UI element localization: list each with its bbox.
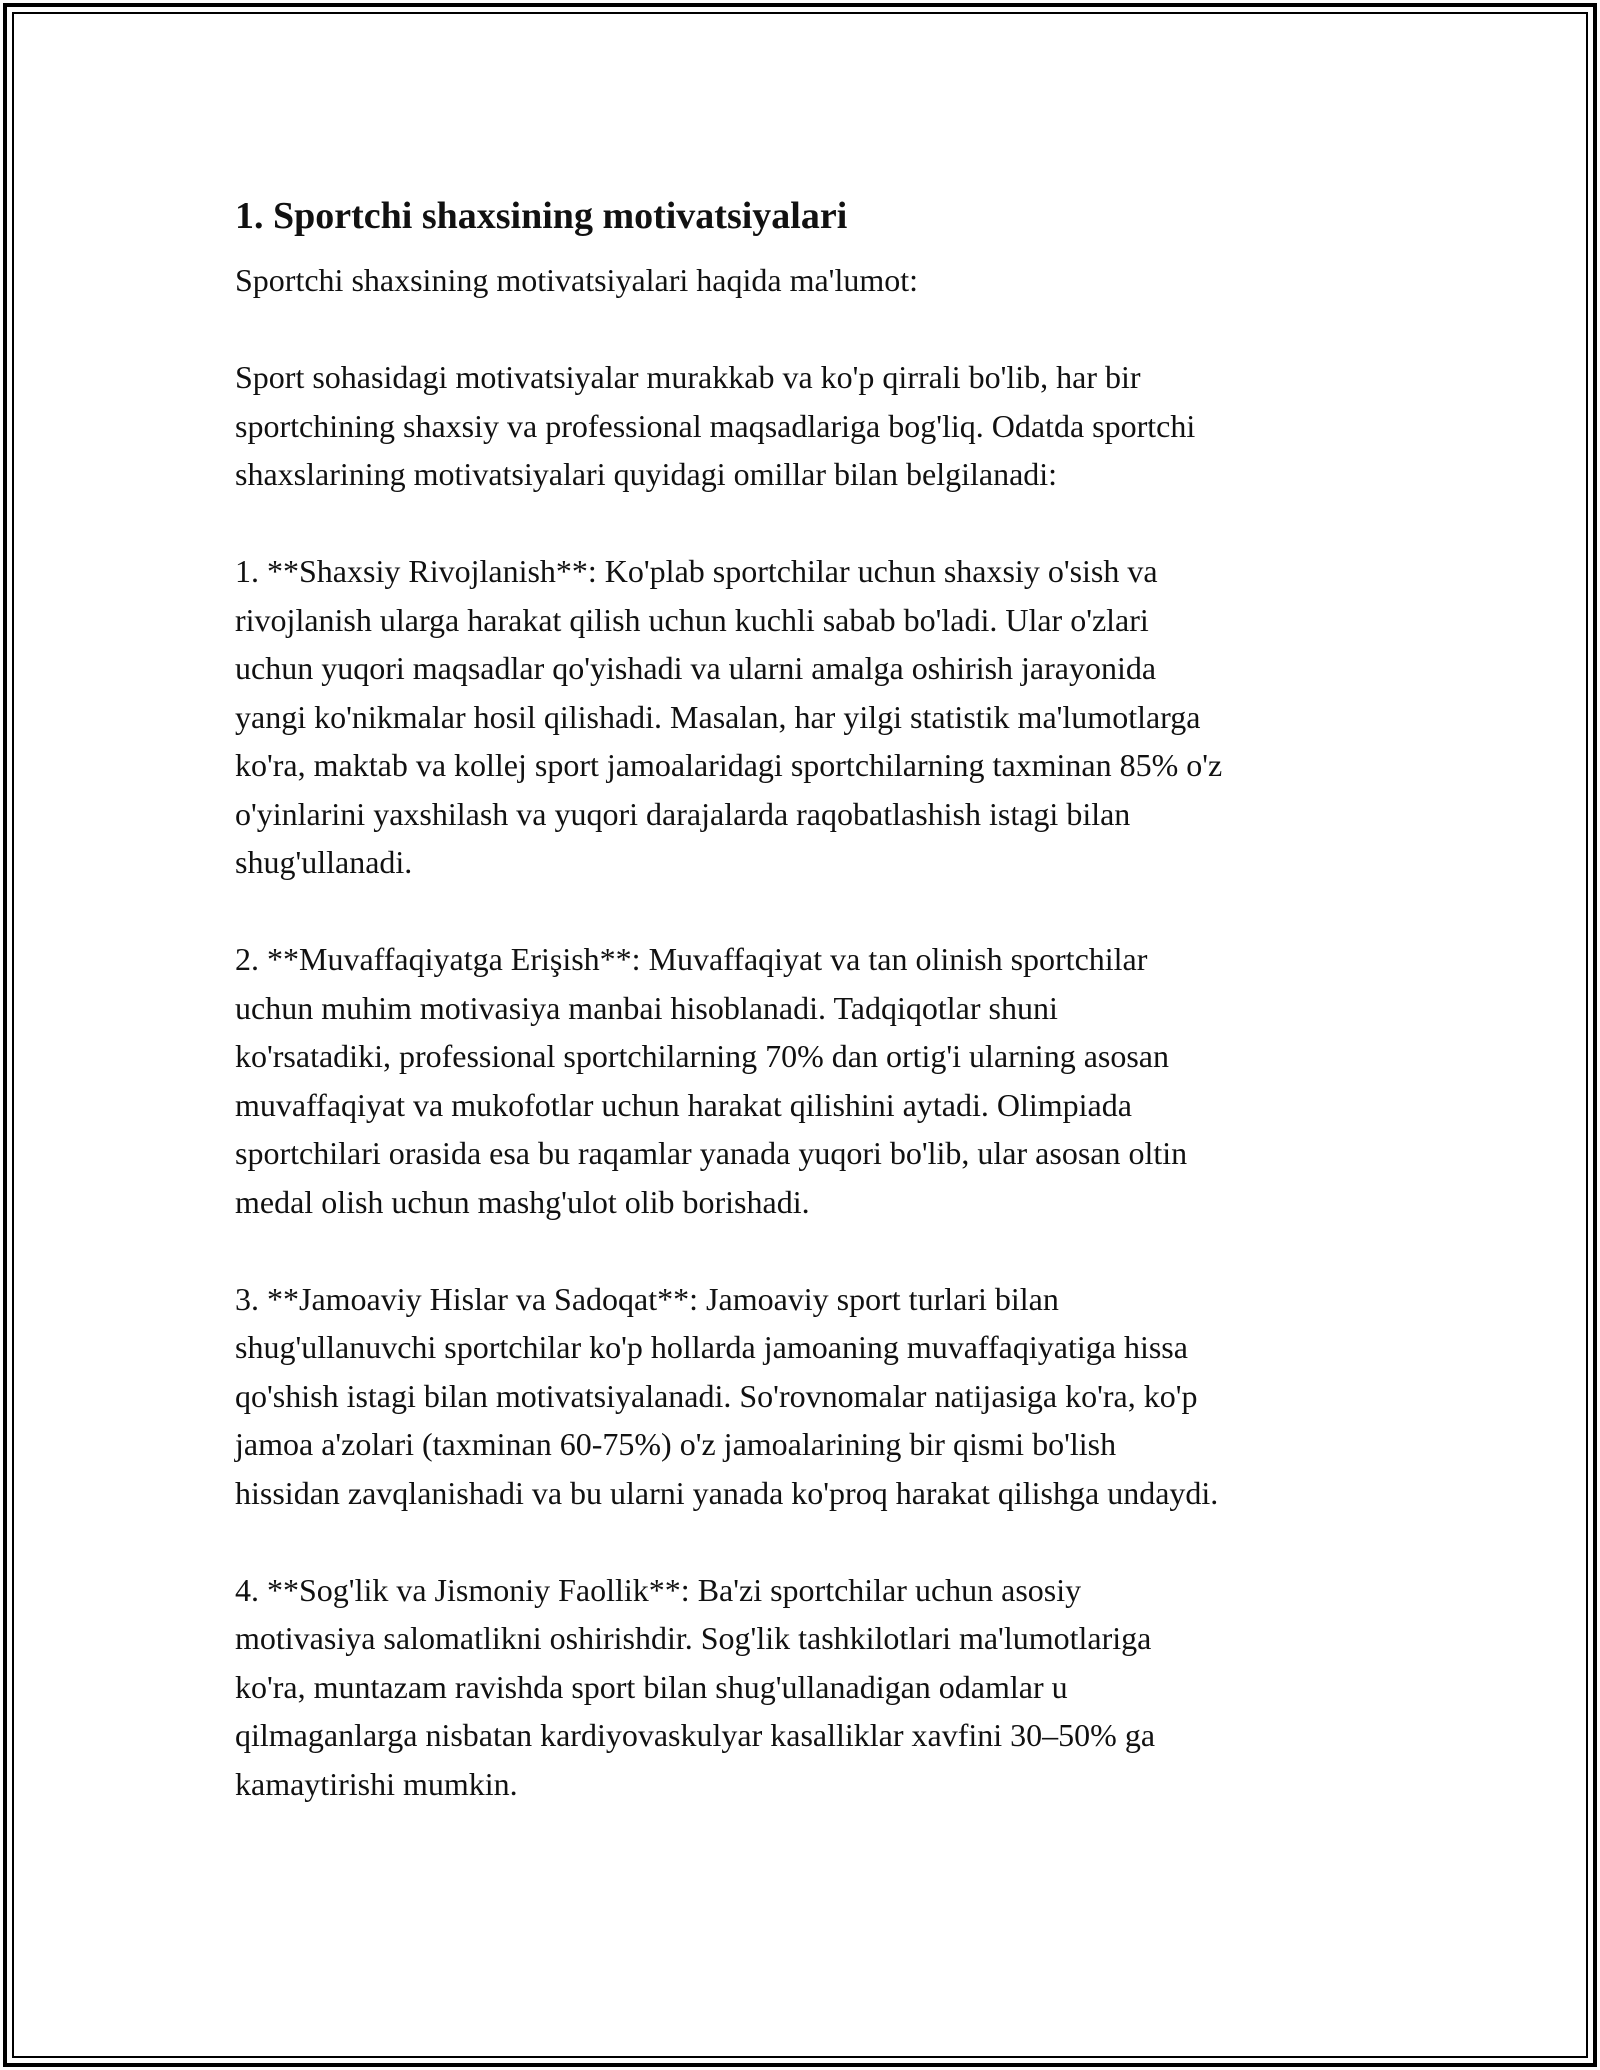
text-line: Sportchi shaxsining motivatsiyalari haqida ma'lumot:: [235, 262, 918, 298]
text-line: 3. **Jamoaviy Hislar va Sadoqat**: Jamoaviy sport turlari bilan: [235, 1280, 1059, 1317]
document-body: [235, 188, 1385, 1857]
text-line: Sport sohasidagi motivatsiyalar murakkab va ko'p qirrali bo'lib, har bir: [235, 359, 1141, 395]
text-line: 4. **Sog'lik va Jismoniy Faollik**: Ba'zi sportchilar uchun asosiy: [235, 1571, 1082, 1608]
text-line: o'yinlarini yaxshilash va yuqori darajalarda raqobatlashish istagi bilan: [235, 795, 1131, 832]
list-item-achieving-success: [235, 935, 1385, 1226]
text-line: sportchilari orasida esa bu raqamlar yanada yuqori bo'lib, ular asosan oltin: [235, 1135, 1188, 1171]
text-line: uchun yuqori maqsadlar qo'yishadi va ularni amalga oshirish jarayonida: [235, 650, 1157, 686]
text-line: shaxslarining motivatsiyalari quyidagi omillar bilan belgilanadi:: [235, 456, 1058, 492]
text-line: qilmaganlarga nisbatan kardiyovaskulyar kasalliklar xavfini 30–50% ga: [235, 1717, 1156, 1753]
list-item-team-loyalty: [235, 1275, 1385, 1518]
list-item-health-activity: [235, 1566, 1385, 1809]
text-line: ko'rsatadiki, professional sportchilarning 70% dan ortig'i ularning asosan: [235, 1038, 1169, 1074]
text-line: ko'ra, maktab va kollej sport jamoalaridagi sportchilarning taxminan 85% o'z: [235, 747, 1223, 783]
text-line: shug'ullanuvchi sportchilar ko'p hollarda jamoaning muvaffaqiyatiga hissa: [235, 1329, 1188, 1365]
intro-paragraph: [235, 256, 1385, 305]
text-line: uchun muhim motivasiya manbai hisoblanadi. Tadqiqotlar shuni: [235, 989, 1058, 1026]
text-line: shug'ullanadi.: [235, 844, 413, 880]
section-heading: 1. Sportchi shaxsining motivatsiyalari: [235, 195, 848, 237]
text-line: yangi ko'nikmalar hosil qilishadi. Masalan, har yilgi statistik ma'lumotlarga: [235, 698, 1201, 735]
text-line: muvaffaqiyat va mukofotlar uchun harakat qilishini aytadi. Olimpiada: [235, 1086, 1132, 1123]
text-line: rivojlanish ularga harakat qilish uchun kuchli sabab bo'ladi. Ular o'zlari: [235, 601, 1149, 638]
text-line: 1. **Shaxsiy Rivojlanish**: Ko'plab sportchilar uchun shaxsiy o'sish va: [235, 553, 1158, 589]
text-line: ko'ra, muntazam ravishda sport bilan shug'ullanadigan odamlar u: [235, 1668, 1068, 1705]
overview-paragraph: [235, 353, 1385, 499]
text-line: jamoa a'zolari (taxminan 60-75%) o'z jamoalarining bir qismi bo'lish: [235, 1426, 1117, 1462]
text-line: medal olish uchun mashg'ulot olib borishadi.: [235, 1183, 810, 1220]
text-line: motivasiya salomatlikni oshirishdir. Sog'lik tashkilotlari ma'lumotlariga: [235, 1620, 1152, 1656]
text-line: hissidan zavqlanishadi va bu ularni yanada ko'proq harakat qilishga undaydi.: [235, 1474, 1219, 1511]
text-line: qo'shish istagi bilan motivatsiyalanadi. So'rovnomalar natijasiga ko'ra, ko'p: [235, 1377, 1198, 1414]
list-item-personal-development: [235, 547, 1385, 887]
text-line: 2. **Muvaffaqiyatga Erişish**: Muvaffaqiyat va tan olinish sportchilar: [235, 941, 1148, 977]
text-line: sportchining shaxsiy va professional maqsadlariga bog'liq. Odatda sportchi: [235, 407, 1196, 444]
text-line: kamaytirishi mumkin.: [235, 1765, 518, 1802]
